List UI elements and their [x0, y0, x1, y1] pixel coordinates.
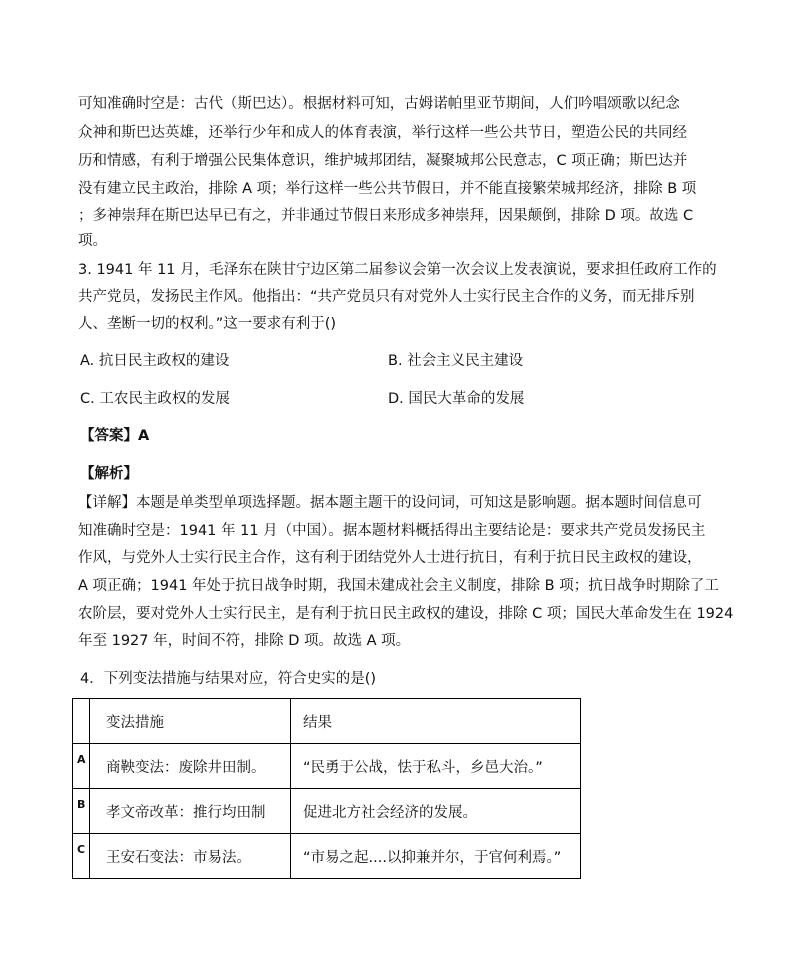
measure-cell: 孝文帝改革：推行均田制: [90, 789, 291, 834]
question-stem: 4．下列变法措施与结果对应，符合史实的是(): [80, 671, 377, 687]
question-stem-line: 共产党员，发扬民主作风。他指出：“共产党员只有对党外人士实行民主合作的义务，而无排斥别: [78, 289, 695, 305]
table-row: [73, 744, 581, 789]
row-label: C: [73, 834, 90, 879]
option-b: B. 社会主义民主建设: [388, 353, 524, 369]
analysis-line: 农阶层，要对党外人士实行民主，是有利于抗日民主政权的建设，排除 C 项；国民大革命发生在 1924: [78, 606, 734, 622]
paragraph-line: 历和情感，有利于增强公民集体意识，维护城邦团结，凝聚城邦公民意志，C 项正确；斯巴达并: [78, 153, 688, 169]
table-header-cell: [73, 699, 90, 744]
result-cell: “市易之起....以抑兼并尔，于官何利焉。”: [291, 834, 581, 879]
question-stem-line: 3. 1941 年 11 月，毛泽东在陕甘宁边区第二届参议会第一次会议上发表演说，要求担任政府工作的: [78, 262, 717, 278]
row-label: B: [73, 789, 90, 834]
table-header-cell: 结果: [291, 699, 581, 744]
analysis-line: 年至 1927 年，时间不符，排除 D 项。故选 A 项。: [78, 633, 411, 649]
row-label: A: [73, 744, 90, 789]
table-header-cell: 变法措施: [90, 699, 291, 744]
measure-cell: 王安石变法：市易法。: [90, 834, 291, 879]
result-cell: “民勇于公战，怯于私斗，乡邑大治。”: [291, 744, 581, 789]
analysis-line: 作风，与党外人士实行民主合作，这有利于团结党外人士进行抗日，有利于抗日民主政权的建设，: [78, 550, 702, 566]
question-stem-line: 人、垄断一切的权利。”这一要求有利于(): [78, 316, 337, 332]
option-a: A. 抗日民主政权的建设: [80, 353, 230, 369]
answer-label: 【答案】A: [80, 428, 150, 444]
table-header-row: [73, 699, 581, 744]
paragraph-line: ；多神崇拜在斯巴达早已有之，并非通过节假日来形成多神崇拜，因果颠倒，排除 D 项。故选 C: [78, 208, 694, 224]
paragraph-line: 没有建立民主政治，排除 A 项；举行这样一些公共节假日，并不能直接繁荣城邦经济，排除 B 项: [78, 181, 697, 197]
table-row: [73, 789, 581, 834]
option-c: C. 工农民主政权的发展: [80, 391, 230, 407]
table-row: [73, 834, 581, 879]
analysis-line: 知准确时空是：1941 年 11 月（中国）。据本题材料概括得出主要结论是：要求共产党员发扬民主: [78, 523, 706, 539]
paragraph-line: 可知准确时空是：古代（斯巴达）。根据材料可知，古姆诺帕里亚节期间，人们吟唱颂歌以纪念: [78, 96, 680, 112]
analysis-line: A 项正确；1941 年处于抗日战争时期，我国未建成社会主义制度，排除 B 项；抗日战争时期除了工: [78, 578, 719, 594]
option-d: D. 国民大革命的发展: [388, 391, 525, 407]
analysis-line: 【详解】本题是单类型单项选择题。据本题主题干的设问词，可知这是影响题。据本题时间信息可: [78, 495, 702, 511]
paragraph-line: 众神和斯巴达英雄，还举行少年和成人的体育表演，举行这样一些公共节日，塑造公民的共同经: [78, 125, 687, 141]
paragraph-line: 项。: [78, 233, 107, 249]
analysis-title: 【解析】: [80, 466, 138, 482]
result-cell: 促进北方社会经济的发展。: [291, 789, 581, 834]
reform-table: [72, 698, 581, 879]
measure-cell: 商鞅变法：废除井田制。: [90, 744, 291, 789]
